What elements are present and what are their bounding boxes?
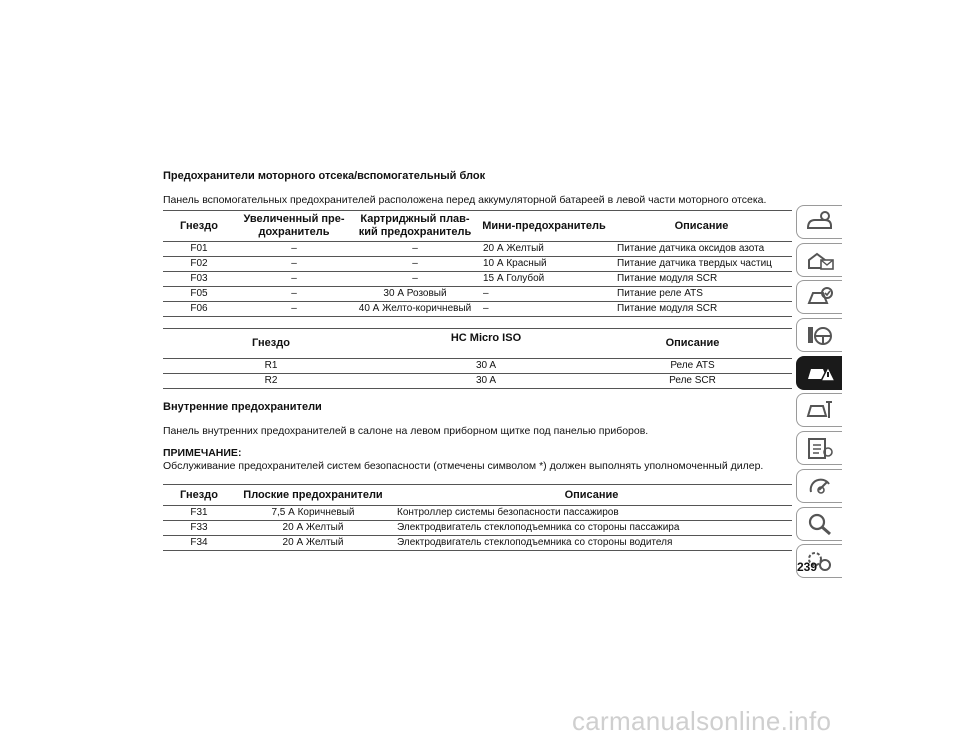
cell-description: Питание датчика твердых частиц [617,258,772,269]
engine-fuse-table [163,210,792,317]
col-header-cartridge-fuse: Картриджный плав- кий предохранитель [358,213,472,238]
hazard-warning-icon [805,361,835,385]
section-heading-interior-fuses: Внутренние предохранители [163,401,322,413]
cell-cartridge: 30 А Розовый [383,288,447,299]
chapter-tabs [796,205,842,582]
table-row [163,242,792,257]
tab-emergency[interactable] [796,356,842,390]
cell-maxi: – [291,288,297,299]
cell-description: Реле SCR [669,375,716,386]
cell-cartridge: – [412,273,418,284]
paragraph-engine-fuse-panel: Панель вспомогательных предохранителей расположена перед аккумуляторной батареей в левой части моторного отсека. [163,194,767,206]
cell-blade-fuse: 20 А Желтый [282,537,344,548]
paragraph-interior-fuse-panel: Панель внутренних предохранителей в салоне на левом приборном щитке под панелью приборов. [163,425,649,437]
cell-socket: F03 [190,273,208,284]
page-content [163,170,793,551]
cell-description: Электродвигатель стеклоподъемника со стороны пассажира [397,522,680,533]
cell-relay-rating: 30 A [475,375,497,386]
table-row [163,521,792,536]
table-row [163,272,792,287]
table-row [163,359,792,374]
cell-blade-fuse: 7,5 А Коричневый [271,507,355,518]
tab-getting-to-know[interactable] [796,243,842,277]
cell-socket: F31 [190,507,208,518]
section-heading-engine-fuses: Предохранители моторного отсека/вспомогательный блок [163,170,486,182]
col-header-socket: Гнездо [252,337,290,349]
cell-socket: F33 [190,522,208,533]
col-header-description: Описание [674,219,729,232]
table-row [163,287,792,302]
cell-description: Питание датчика оксидов азота [617,243,765,254]
cell-mini: 15 А Голубой [483,273,545,284]
cell-relay-rating: 30 A [475,360,497,371]
col-header-hc-micro-iso: HC Micro ISO [450,332,522,344]
interior-fuse-table [163,484,792,551]
table-row [163,506,792,521]
cell-mini: 10 А Красный [483,258,547,269]
car-service-icon [805,398,835,422]
table-row [163,536,792,551]
tab-safety[interactable] [796,280,842,314]
cell-socket: F34 [190,537,208,548]
cell-maxi: – [291,303,297,314]
col-header-socket: Гнездо [180,219,218,232]
watermark-text: carmanualsonline.info [572,706,832,736]
col-header-blade-fuses: Плоские предохранители [243,488,383,501]
cell-blade-fuse: 20 А Желтый [282,522,344,533]
tab-multimedia[interactable] [796,469,842,503]
relay-table [163,328,792,389]
col-header-description: Описание [665,337,720,349]
cell-socket: F01 [190,243,208,254]
tab-index[interactable] [796,507,842,541]
cell-description: Питание модуля SCR [617,303,718,314]
car-dashboard-icon [805,210,835,234]
cell-maxi: – [291,273,297,284]
cell-socket: F06 [190,303,208,314]
cell-description: Электродвигатель стеклоподъемника со стороны водителя [397,537,673,548]
table-row [163,302,792,317]
cell-socket: R2 [264,375,278,386]
cell-mini: 20 А Желтый [483,243,544,254]
table-row [163,374,792,389]
cell-maxi: – [291,258,297,269]
fuel-gauge-icon [805,474,835,498]
cell-socket: F02 [190,258,208,269]
cell-cartridge: – [412,258,418,269]
col-header-mini-fuse: Мини-предохранитель [482,219,606,232]
note-label: ПРИМЕЧАНИЕ: [163,447,242,459]
cell-cartridge: – [412,243,418,254]
tab-driving[interactable] [796,318,842,352]
table-row [163,257,792,272]
cell-description: Питание модуля SCR [617,273,718,284]
search-icon [805,512,835,536]
checklist-icon [805,436,835,460]
cell-socket: F05 [190,288,208,299]
page-number: 239 [797,560,818,574]
cell-description: Реле ATS [670,360,715,371]
tab-specifications[interactable] [796,431,842,465]
col-header-description: Описание [564,488,619,501]
cell-maxi: – [291,243,297,254]
cell-mini: – [483,288,489,299]
steering-wheel-icon [805,323,835,347]
car-safety-icon [805,285,835,309]
cell-description: Питание реле ATS [617,288,703,299]
tab-service[interactable] [796,393,842,427]
cell-mini: – [483,303,489,314]
col-header-maxi-fuse: Увеличенный пре- дохранитель [243,213,345,238]
cell-description: Контроллер системы безопасности пассажиров [397,507,619,518]
col-header-socket: Гнездо [180,488,218,501]
car-mail-icon [805,248,835,272]
cell-cartridge: 40 А Желто-коричневый [358,303,472,314]
note-text: Обслуживание предохранителей систем безопасности (отмечены символом *) должен выполнять уполномоченный дилер. [163,460,764,472]
tab-dashboard[interactable] [796,205,842,239]
cell-socket: R1 [264,360,278,371]
